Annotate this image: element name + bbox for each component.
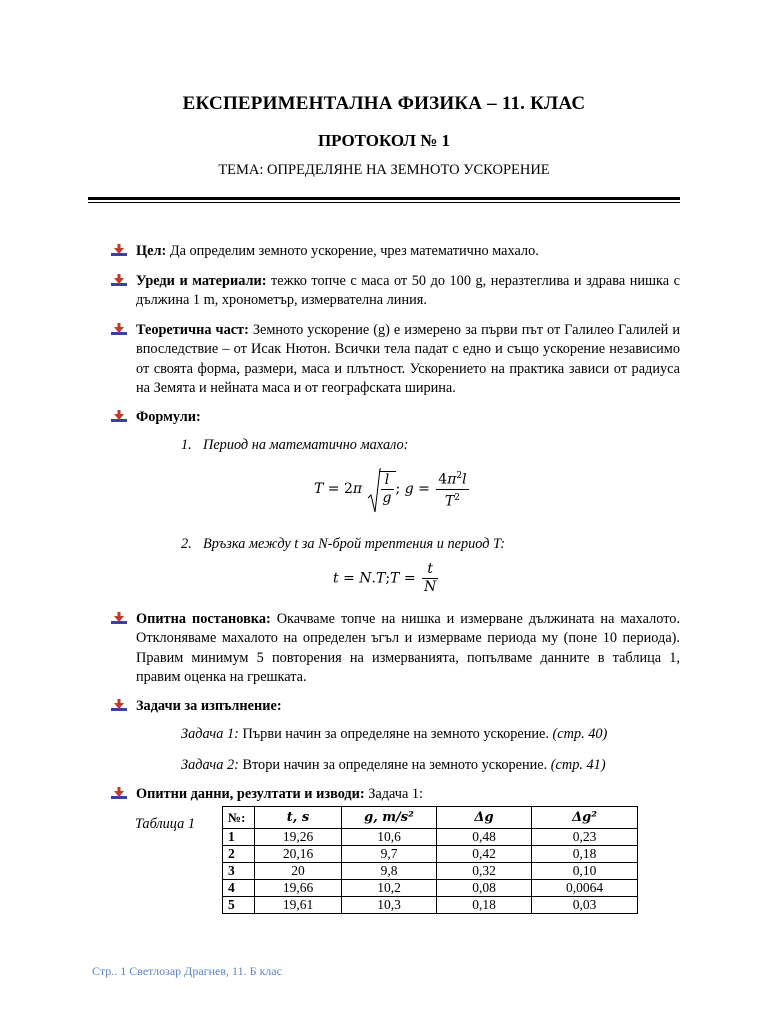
arrow-bullet-icon [110,273,128,291]
arrow-bullet-icon [110,698,128,716]
table-cell: 0,32 [437,863,532,880]
table-cell: 19,26 [255,829,342,846]
task-page-ref: (стр. 40) [552,726,608,742]
table-row [223,863,638,880]
arrow-bullet-icon [110,322,128,340]
tasks-label: Задачи за изпълнение: [136,698,282,714]
pendulum-period-formula: T = 2π $\frac{l}{g}$ ; g = $\frac{4\pi^2l}{T^2}$ [314,468,471,510]
section-equipment [110,272,680,311]
table-cell: 3 [223,863,255,880]
topic-line: ТЕМА: ОПРЕДЕЛЯНЕ НА ЗЕМНОТО УСКОРЕНИЕ [218,162,550,178]
task-text: Първи начин за определяне на земното ускорение. [238,726,553,742]
table-row [223,897,638,914]
results-text: Задача 1: [364,786,424,802]
setup-text: Окачваме топче на нишка и измерване дължината на махалото. Отклоняваме махалото на определен ъгъл и измерваме периода му (поне 10 периода). Правим минимум 5 повторения на измерванията, попълваме данните в таблица 1, правим оценка на грешката. [136,611,680,685]
table-cell: 10,2 [342,880,437,897]
formulas-label: Формули: [136,409,201,425]
oscillation-period-formula: t = N.T;T = $\frac{t}{N}$ [333,561,437,595]
table-row [223,880,638,897]
table-cell: 0,0064 [532,880,638,897]
table-cell: 1 [223,829,255,846]
goal-label: Цел: [136,243,167,259]
table-cell: 19,66 [255,880,342,897]
task-item-2 [181,757,606,774]
arrow-bullet-icon [110,786,128,804]
table-cell: 0,18 [532,846,638,863]
table-cell: 19,61 [255,897,342,914]
table-row [223,829,638,846]
table-cell: 0,48 [437,829,532,846]
square-root-sign [367,468,381,514]
section-tasks [110,697,680,716]
table-cell: 2 [223,846,255,863]
page-footer: Стр.. 1 Светлозар Драгнев, 11. Б клас [92,964,282,978]
table-cell: 10,6 [342,829,437,846]
header-divider-thick [88,197,680,200]
table-header-row [223,807,638,829]
task-text: Втори начин за определяне на земното ускорение. [238,757,551,773]
table-cell: 0,42 [437,846,532,863]
table-cell: 0,03 [532,897,638,914]
formula-item-number: 1. [181,437,192,453]
table-cell: 9,8 [342,863,437,880]
table-row [223,846,638,863]
column-header: Δg [437,807,532,829]
equipment-text: тежко топче с маса от 50 до 100 g, неразтеглива и здрава нишка с дължина 1 m, хронометър, измервателна линия. [136,273,680,309]
formula-item-2 [181,536,505,553]
table-caption: Таблица 1 [135,816,195,832]
section-theory [110,321,680,398]
table-cell: 4 [223,880,255,897]
task-item-1 [181,726,607,743]
measurements-table [222,806,638,914]
section-setup [110,610,680,687]
section-results [110,785,680,804]
column-header: t, s [255,807,342,829]
table-cell: 0,18 [437,897,532,914]
table-cell: 20,16 [255,846,342,863]
column-header: №: [223,807,255,829]
formula-item-text: Период на математично махало: [203,437,409,453]
table-cell: 0,08 [437,880,532,897]
task-page-ref: (стр. 41) [550,757,606,773]
table-cell: 0,10 [532,863,638,880]
arrow-bullet-icon [110,409,128,427]
setup-label: Опитна постановка: [136,611,271,627]
arrow-bullet-icon [110,243,128,261]
formula-item-text: Връзка между t за N-брой трептения и период T: [203,536,505,552]
arrow-bullet-icon [110,611,128,629]
table-cell: 9,7 [342,846,437,863]
theory-text: Земното ускорение (g) е измерено за първи път от Галилео Галилей и впоследствие – от Исак Нютон. Всички тела падат с едно и също ускорение независимо от своята форма, размери, маса и плътност. Ускорението на практика зависи от радиуса на Земята и нейната маса и от географската ширина. [136,322,680,396]
formula-item-number: 2. [181,536,192,552]
results-label: Опитни данни, резултати и изводи: [136,786,365,802]
header-divider-thin [88,202,680,203]
table-cell: 10,3 [342,897,437,914]
table-cell: 20 [255,863,342,880]
table-cell: 5 [223,897,255,914]
document-title: ЕКСПЕРИМЕНТАЛНА ФИЗИКА – 11. КЛАС [182,93,586,114]
column-header: Δg² [532,807,638,829]
theory-label: Теоретична част: [136,322,249,338]
protocol-number: ПРОТОКОЛ № 1 [317,131,451,150]
column-header: g, m/s² [342,807,437,829]
section-goal [110,242,680,261]
table-cell: 0,23 [532,829,638,846]
goal-text: Да определим земното ускорение, чрез математично махало. [166,243,539,259]
task-label: Задача 2: [181,757,239,773]
equipment-label: Уреди и материали: [136,273,267,289]
section-formulas [110,408,680,427]
formula-item-1 [181,437,408,454]
task-label: Задача 1: [181,726,239,742]
